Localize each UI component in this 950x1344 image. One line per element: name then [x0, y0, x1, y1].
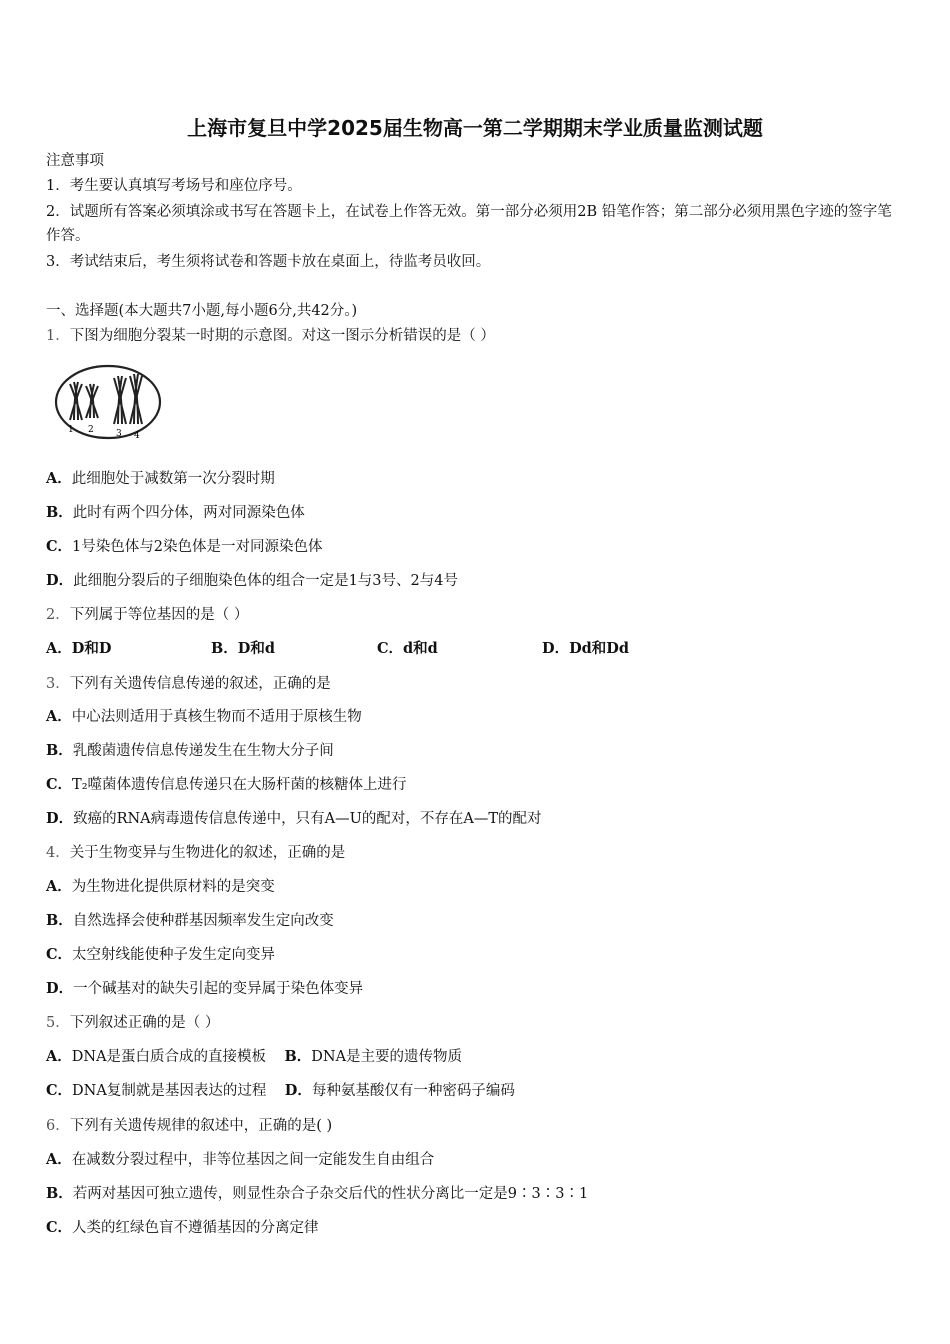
question-2-stem: 2．下列属于等位基因的是（ ）	[46, 607, 249, 623]
question-number: 1．	[46, 328, 70, 344]
q3-option-a: A．中心法则适用于真核生物而不适用于原核生物	[46, 708, 362, 725]
question-3-stem: 3．下列有关遗传信息传递的叙述，正确的是	[46, 676, 331, 692]
q1-option-c: C．1号染色体与2染色体是一对同源染色体	[46, 538, 323, 555]
q2-option-b: B．D和d	[211, 640, 275, 657]
q6-option-b: B．若两对基因可独立遗传，则显性杂合子杂交后代的性状分离比一定是9∶3∶3∶1	[46, 1185, 589, 1202]
question-4-stem: 4．关于生物变异与生物进化的叙述，正确的是	[46, 845, 346, 861]
q4-option-a: A．为生物进化提供原材料的是突变	[46, 878, 275, 895]
cell-division-figure	[52, 362, 166, 442]
figure-label-1: 1	[68, 425, 74, 435]
q5-options-row-2: C．DNA复制就是基因表达的过程 D．每种氨基酸仅有一种密码子编码	[46, 1082, 515, 1099]
q5-options-row-1: A．DNA是蛋白质合成的直接模板 B．DNA是主要的遗传物质	[46, 1048, 463, 1065]
chromosome-2	[86, 384, 98, 418]
q4-option-b: B．自然选择会使种群基因频率发生定向改变	[46, 912, 334, 929]
q4-option-d: D．一个碱基对的缺失引起的变异属于染色体变异	[46, 980, 364, 997]
q3-option-b: B．乳酸菌遗传信息传递发生在生物大分子间	[46, 742, 334, 759]
q2-option-d: D．Dd和Dd	[542, 640, 630, 657]
q2-option-a: A．D和D	[46, 640, 112, 657]
chromosome-1	[70, 382, 82, 420]
q1-option-a: A．此细胞处于减数第一次分裂时期	[46, 470, 275, 487]
exam-title: 上海市复旦中学2025届生物高一第二学期期末学业质量监测试题	[187, 116, 763, 140]
figure-label-2: 2	[88, 425, 94, 435]
notice-heading: 注意事项	[46, 153, 104, 169]
chromosome-4	[130, 374, 142, 424]
q1-option-d: D．此细胞分裂后的子细胞染色体的组合一定是1与3号、2与4号	[46, 572, 458, 589]
q1-option-b: B．此时有两个四分体，两对同源染色体	[46, 504, 305, 521]
notice-item-3: 3．考试结束后，考生须将试卷和答题卡放在桌面上，待监考员收回。	[46, 254, 491, 270]
section-heading: 一、选择题(本大题共7小题,每小题6分,共42分。)	[46, 303, 358, 319]
question-6-stem: 6．下列有关遗传规律的叙述中，正确的是( )	[46, 1118, 333, 1134]
q2-option-c: C．d和d	[377, 640, 438, 657]
chromosome-3	[114, 376, 126, 424]
notice-item-2: 2．试题所有答案必须填涂或书写在答题卡上，在试卷上作答无效。第一部分必须用2B 铅笔作答；第二部分必须用黑色字迹的签字笔作答。	[46, 204, 892, 244]
figure-label-4: 4	[134, 431, 140, 441]
q3-option-d: D．致癌的RNA病毒遗传信息传递中，只有A—U的配对，不存在A—T的配对	[46, 810, 542, 827]
q6-option-c: C．人类的红绿色盲不遵循基因的分离定律	[46, 1219, 319, 1236]
question-text: 下图为细胞分裂某一时期的示意图。对这一图示分析错误的是（ ）	[69, 328, 495, 344]
question-5-stem: 5．下列叙述正确的是（ ）	[46, 1015, 220, 1031]
q3-option-c: C．T₂噬菌体遗传信息传递只在大肠杆菌的核糖体上进行	[46, 776, 407, 793]
q6-option-a: A．在减数分裂过程中，非等位基因之间一定能发生自由组合	[46, 1151, 435, 1168]
notice-item-1: 1．考生要认真填写考场号和座位序号。	[46, 178, 302, 194]
question-1-stem	[46, 325, 495, 347]
figure-label-3: 3	[116, 429, 122, 439]
q4-option-c: C．太空射线能使种子发生定向变异	[46, 946, 276, 963]
